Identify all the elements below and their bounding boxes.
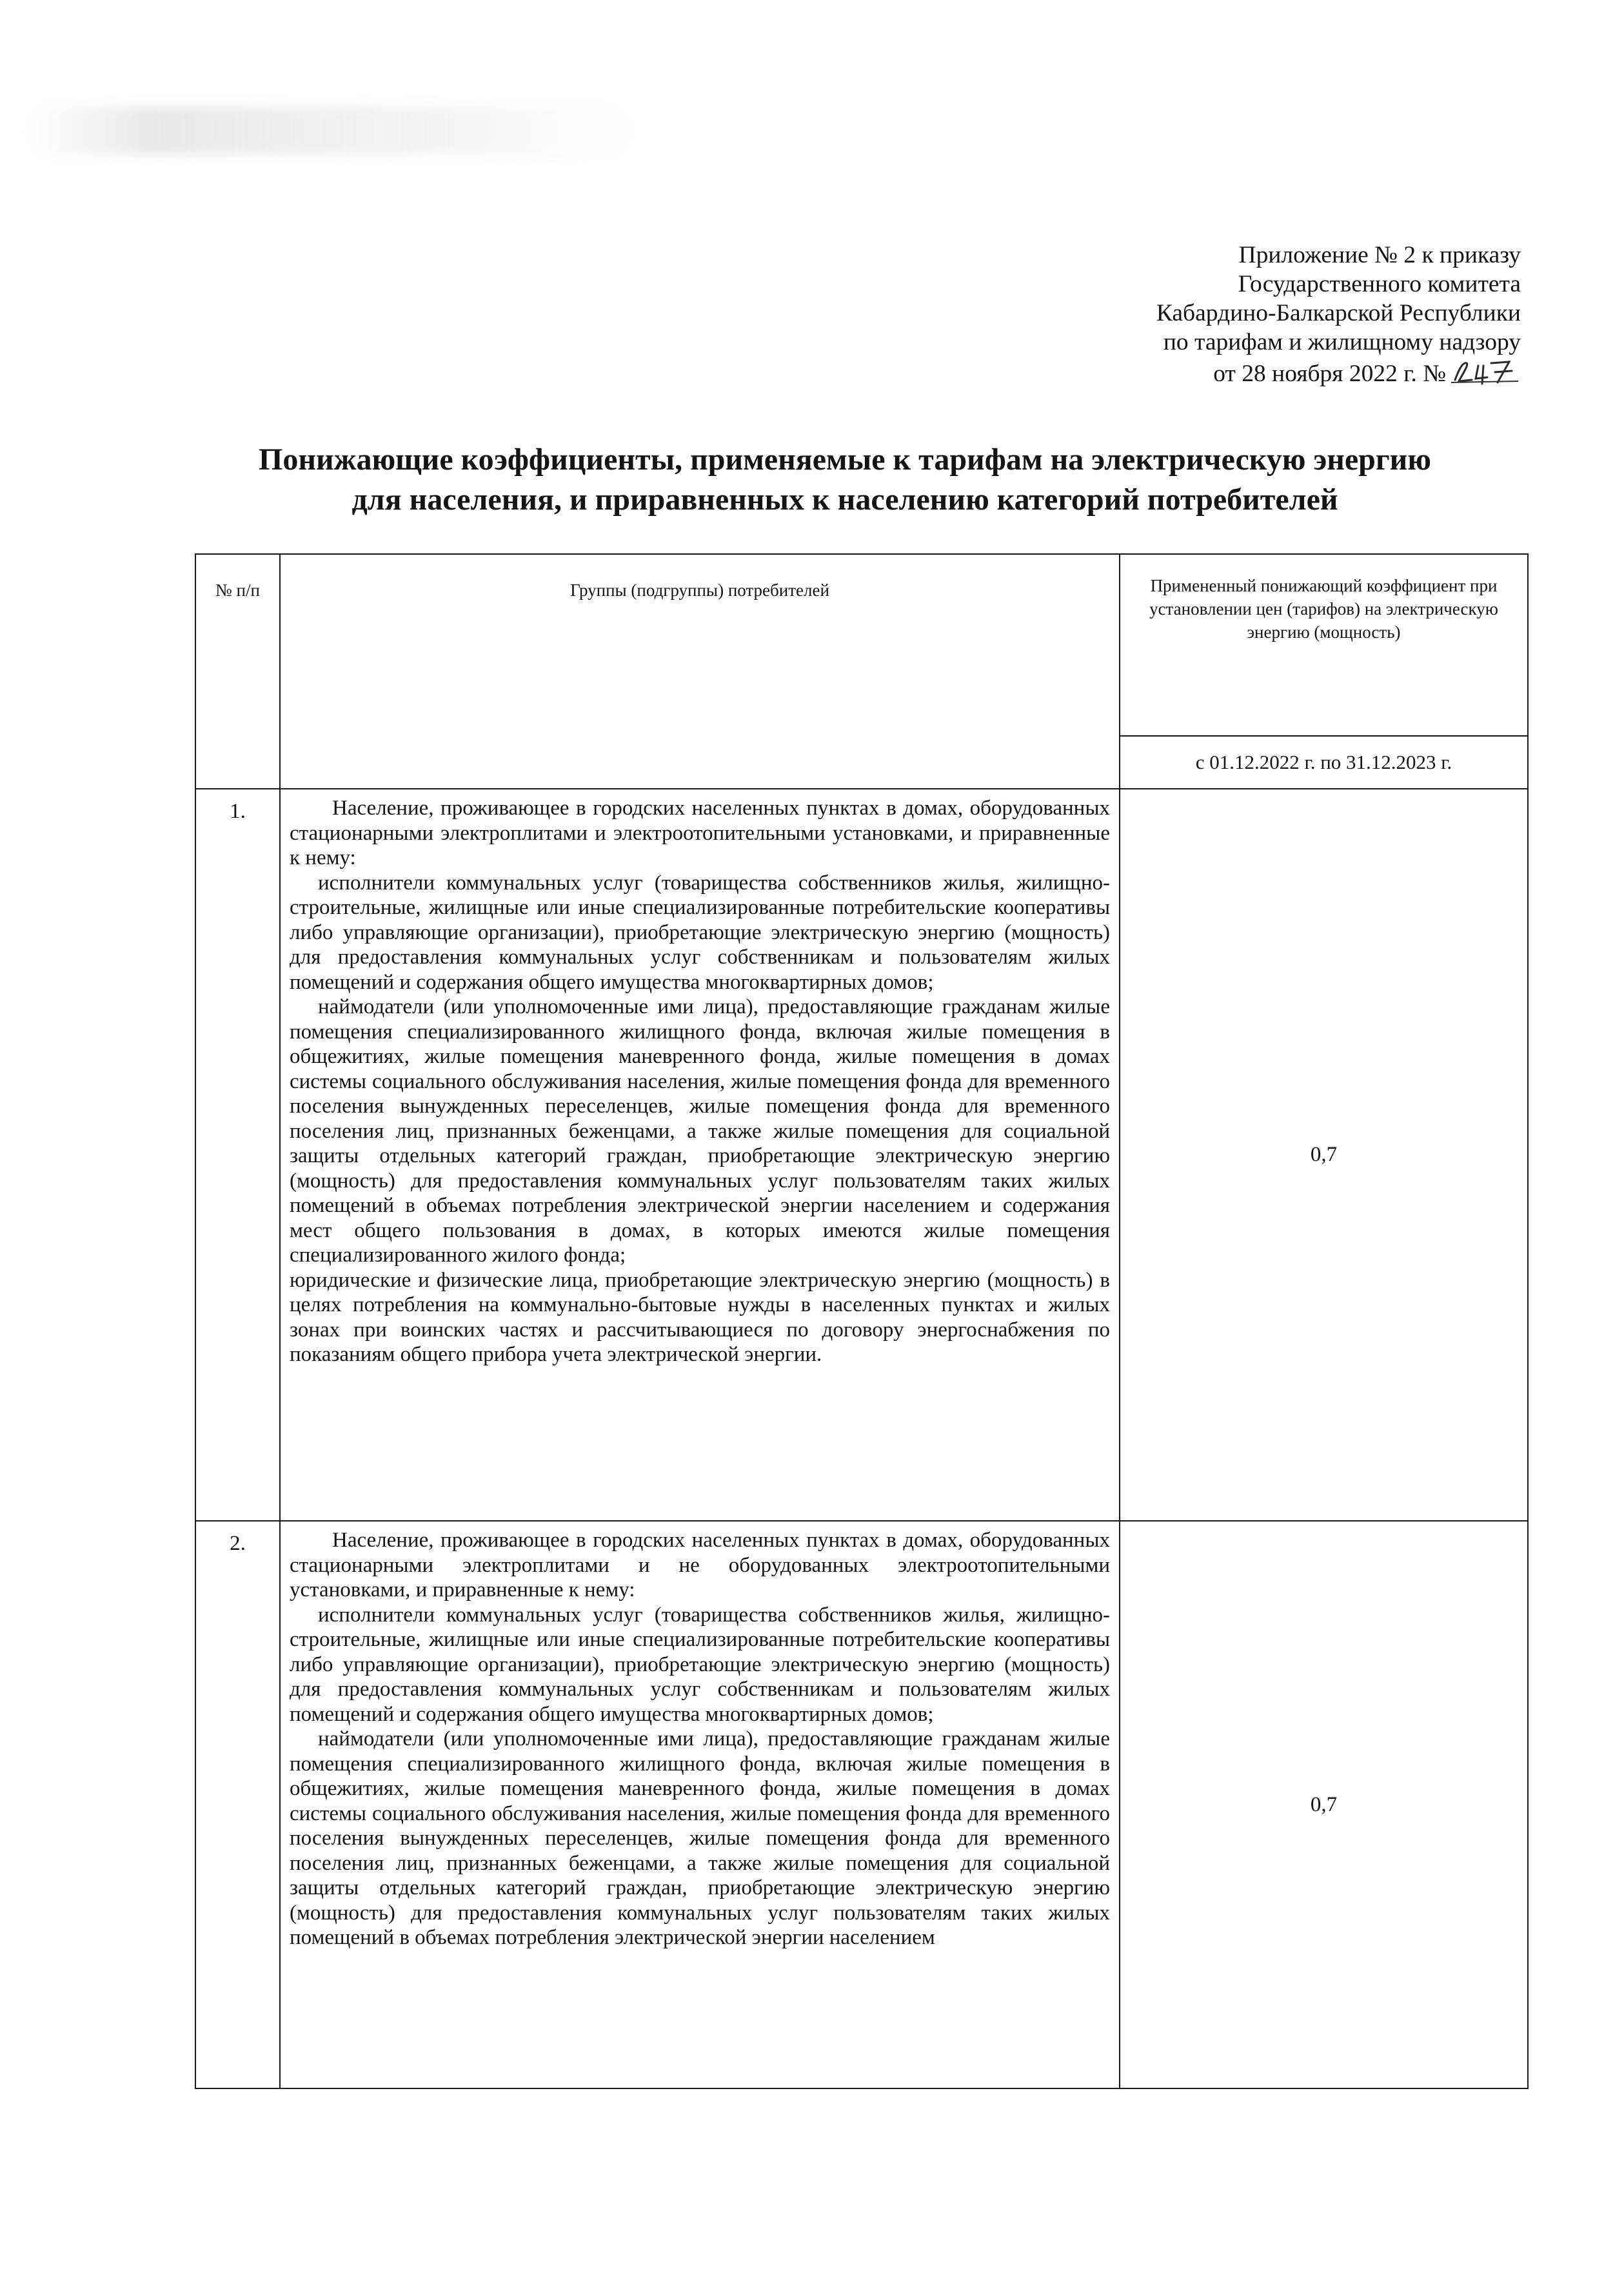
table-row (195, 1521, 1528, 2088)
scan-smudge (26, 106, 639, 155)
row-paragraph: Население, проживающее в городских населенных пунктах в домах, оборудованных стационарными электроплитами и не оборудованных электроотопительными установками, и приравненные к нему: (290, 1529, 1110, 1601)
row-paragraph: наймодатели (или уполномоченные ими лица), предоставляющие гражданам жилые помещения специализированного жилищного фонда, включая жилые помещения в общежитиях, жилые помещения маневренного фонда, жилые помещения в домах системы социального обслуживания населения, жилые помещения фонда для временного поселения вынужденных переселенцев, жилые помещения фонда для временного поселения лиц, признанных беженцами, а также жилые помещения для социальной защиты отдельных категорий граждан, приобретающие электрическую энергию (мощность) для предоставления коммунальных услуг пользователям таких жилых помещений в объемах потребления электрической энергии населением и содержания мест общего пользования в домах, в которых имеются жилые помещения специализированного жилого фонда; (290, 995, 1110, 1267)
row-coefficient: 0,7 (1120, 789, 1528, 1521)
row-paragraph: исполнители коммунальных услуг (товарищества собственников жилья, жилищно-строительные, жилищные или иные специализированные потребительские кооперативы либо управляющие организации), приобретающие электрическую энергию (мощность) для предоставления коммунальных услуг собственникам и пользователям жилых помещений и содержания общего имущества многоквартирных домов; (290, 871, 1110, 994)
row-number: 1. (195, 789, 280, 1521)
row-paragraph: Население, проживающее в городских населенных пунктах в домах, оборудованных стационарными электроплитами и электроотопительными установками, и приравненные к нему: (290, 797, 1110, 869)
header-number: № п/п (195, 554, 280, 789)
row-paragraph: исполнители коммунальных услуг (товарищества собственников жилья, жилищно-строительные, жилищные или иные специализированные потребительские кооперативы либо управляющие организации), приобретающие электрическую энергию (мощность) для предоставления коммунальных услуг собственникам и пользователям жилых помещений и содержания общего имущества многоквартирных домов; (290, 1603, 1110, 1726)
title-line: Понижающие коэффициенты, применяемые к тарифам на электрическую энергию (259, 442, 1431, 477)
header-period: с 01.12.2022 г. по 31.12.2023 г. (1120, 736, 1528, 789)
header-groups: Группы (подгруппы) потребителей (280, 554, 1120, 789)
appendix-date-text: от 28 ноября 2022 г. № (1213, 361, 1446, 387)
appendix-line: Приложение № 2 к приказу (1238, 242, 1521, 268)
appendix-reference (876, 241, 1521, 388)
title-line: для населения, и приравненных к населению категорий потребителей (352, 482, 1338, 517)
table-header-row (195, 554, 1528, 736)
row-groups-text (280, 789, 1120, 1521)
row-number: 2. (195, 1521, 280, 2088)
table-row (195, 789, 1528, 1521)
handwritten-number (1450, 357, 1521, 385)
row-paragraph: юридические и физические лица, приобретающие электрическую энергию (мощность) в целях потребления на коммунально-бытовые нужды в населенных пунктах и жилых зонах при воинских частях и рассчитывающиеся по договору энергоснабжения по показаниям общего прибора учета электрической энергии. (290, 1268, 1110, 1366)
appendix-line: Кабардино-Балкарской Республики (1156, 300, 1521, 326)
header-coefficient: Примененный понижающий коэффициент при установлении цен (тарифов) на электрическую энергию (мощность) (1120, 554, 1528, 736)
row-groups-text (280, 1521, 1120, 2088)
appendix-line-date (876, 357, 1521, 388)
document-title (161, 440, 1529, 520)
row-paragraph: наймодатели (или уполномоченные ими лица), предоставляющие гражданам жилые помещения специализированного жилищного фонда, включая жилые помещения в общежитиях, жилые помещения маневренного фонда, жилые помещения в домах системы социального обслуживания населения, жилые помещения фонда для временного поселения вынужденных переселенцев, жилые помещения фонда для временного поселения лиц, признанных беженцами, а также жилые помещения для социальной защиты отдельных категорий граждан, приобретающие электрическую энергию (мощность) для предоставления коммунальных услуг пользователям таких жилых помещений в объемах потребления электрической энергии населением (290, 1727, 1110, 1949)
row-coefficient: 0,7 (1120, 1521, 1528, 2088)
appendix-line: Государственного комитета (1238, 271, 1521, 297)
appendix-line: по тарифам и жилищному надзору (1163, 329, 1521, 355)
coefficients-table (195, 553, 1529, 2089)
